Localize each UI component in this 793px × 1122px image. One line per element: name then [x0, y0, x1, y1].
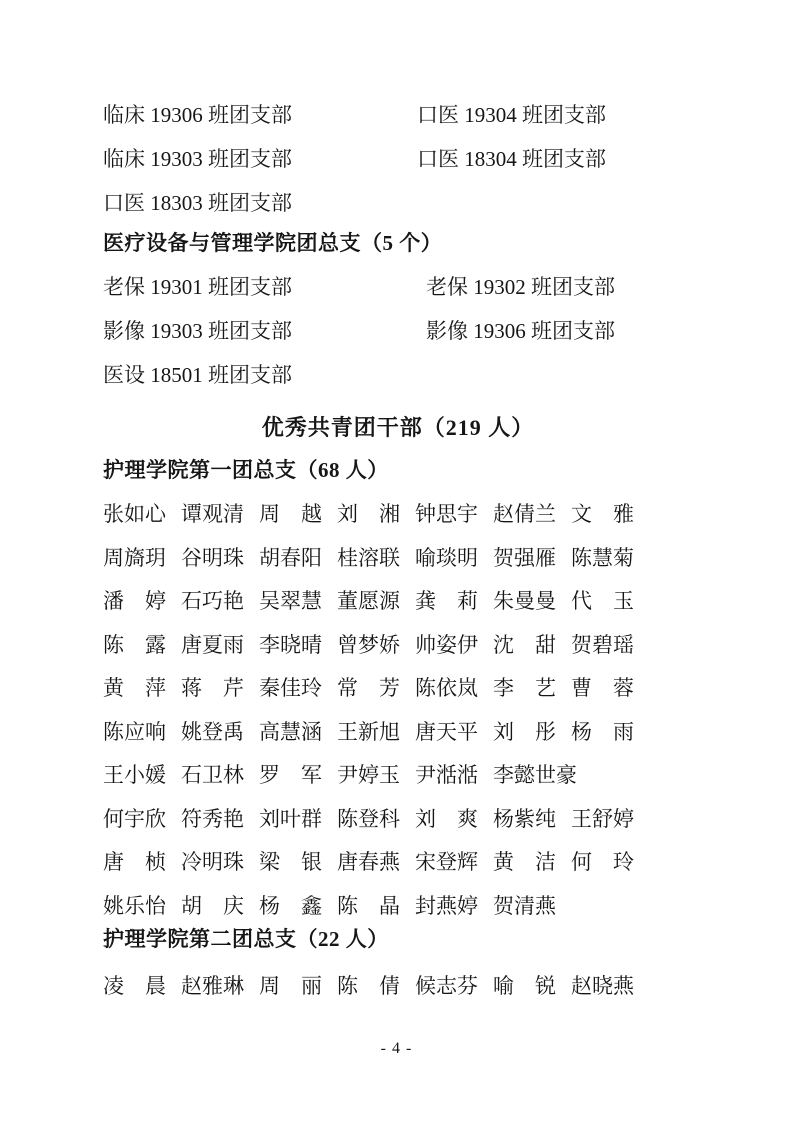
person-name: 李懿世豪 [493, 763, 577, 787]
person-name: 陈 倩 [337, 974, 400, 998]
person-name: 符秀艳 [181, 806, 244, 831]
person-name: 文 雅 [571, 502, 634, 526]
person-name: 李 艺 [493, 676, 556, 700]
name-row [103, 975, 693, 997]
name-row [103, 808, 693, 830]
person-name: 陈 晶 [337, 893, 400, 918]
person-name: 何宇欣 [103, 806, 166, 831]
branch-name: 口医 18303 班团支部 [103, 191, 292, 215]
person-name: 桂溶联 [337, 545, 400, 570]
person-name: 刘 爽 [415, 806, 478, 831]
person-name: 曾梦娇 [337, 632, 400, 657]
person-name: 陈登科 [337, 806, 400, 831]
branch-name: 老保 19302 班团支部 [426, 275, 615, 299]
person-name: 谭观清 [181, 502, 244, 526]
person-name: 黄 洁 [493, 850, 556, 874]
person-name: 唐 桢 [103, 850, 166, 874]
name-row [103, 851, 693, 873]
branch-row [103, 192, 693, 214]
name-row [103, 590, 693, 612]
branch-name: 临床 19306 班团支部 [103, 103, 292, 127]
branch-name: 影像 19306 班团支部 [426, 319, 615, 343]
page-number: - 4 - [380, 1040, 413, 1057]
name-row [103, 677, 693, 699]
person-name: 蒋 芹 [181, 676, 244, 700]
person-name: 赵倩兰 [493, 502, 556, 526]
person-name: 周旖玥 [103, 545, 166, 570]
name-row [103, 895, 693, 917]
person-name: 杨 雨 [571, 719, 634, 744]
person-name: 陈慧菊 [571, 545, 634, 570]
person-name: 曹 蓉 [571, 676, 634, 700]
branch-row [103, 320, 693, 342]
branch-row [103, 104, 693, 126]
section-heading-equipment-college: 医疗设备与管理学院团总支（5 个） [103, 231, 443, 255]
person-name: 王新旭 [337, 719, 400, 744]
name-row [103, 503, 693, 525]
person-name: 梁 银 [259, 850, 322, 874]
person-name: 贺清燕 [493, 893, 556, 918]
person-name: 帅姿伊 [415, 632, 478, 657]
person-name: 石巧艳 [181, 589, 244, 613]
person-name: 胡春阳 [259, 545, 322, 570]
person-name: 宋登辉 [415, 850, 478, 874]
person-name: 候志芬 [415, 974, 478, 998]
branch-name: 口医 18304 班团支部 [417, 147, 606, 171]
person-name: 王舒婷 [571, 806, 634, 831]
person-name: 陈依岚 [415, 676, 478, 700]
person-name: 吴翠慧 [259, 589, 322, 613]
person-name: 杨 鑫 [259, 893, 322, 918]
branch-row [103, 276, 693, 298]
name-row [103, 547, 693, 569]
branch-name: 影像 19303 班团支部 [103, 319, 292, 343]
person-name: 龚 莉 [415, 589, 478, 613]
person-name: 陈应响 [103, 719, 166, 744]
person-name: 杨紫纯 [493, 806, 556, 831]
person-name: 喻琰明 [415, 545, 478, 570]
branch-name: 口医 19304 班团支部 [417, 103, 606, 127]
branch-name: 医设 18501 班团支部 [103, 363, 292, 387]
award-title: 优秀共青团干部（219 人） [261, 415, 535, 440]
person-name: 姚登禹 [181, 719, 244, 744]
person-name: 钟思宇 [415, 502, 478, 526]
name-row [103, 764, 693, 786]
person-name: 封燕婷 [415, 893, 478, 918]
person-name: 秦佳玲 [259, 676, 322, 700]
person-name: 贺强雁 [493, 545, 556, 570]
person-name: 陈 露 [103, 632, 166, 657]
person-name: 刘 湘 [337, 502, 400, 526]
person-name: 赵雅琳 [181, 974, 244, 998]
section-heading-nursing-first: 护理学院第一团总支（68 人） [103, 458, 389, 482]
person-name: 赵晓燕 [571, 974, 634, 998]
person-name: 尹婷玉 [337, 763, 400, 787]
person-name: 谷明珠 [181, 545, 244, 570]
person-name: 朱曼曼 [493, 589, 556, 613]
branch-name: 临床 19303 班团支部 [103, 147, 292, 171]
person-name: 潘 婷 [103, 589, 166, 613]
person-name: 罗 军 [259, 763, 322, 787]
branch-row [103, 148, 693, 170]
person-name: 董愿源 [337, 589, 400, 613]
person-name: 李晓晴 [259, 632, 322, 657]
person-name: 尹湉湉 [415, 763, 478, 787]
person-name: 唐春燕 [337, 850, 400, 874]
section-heading-nursing-second: 护理学院第二团总支（22 人） [103, 927, 389, 951]
person-name: 周 丽 [259, 974, 322, 998]
branch-row [103, 364, 693, 386]
person-name: 石卫林 [181, 763, 244, 787]
person-name: 周 越 [259, 502, 322, 526]
person-name: 冷明珠 [181, 850, 244, 874]
person-name: 何 玲 [571, 850, 634, 874]
person-name: 唐天平 [415, 719, 478, 744]
person-name: 刘叶群 [259, 806, 322, 831]
name-row [103, 721, 693, 743]
person-name: 姚乐怡 [103, 893, 166, 918]
branch-name: 老保 19301 班团支部 [103, 275, 292, 299]
person-name: 高慧涵 [259, 719, 322, 744]
person-name: 王小媛 [103, 763, 166, 787]
person-name: 胡 庆 [181, 893, 244, 918]
person-name: 常 芳 [337, 676, 400, 700]
person-name: 刘 彤 [493, 719, 556, 744]
person-name: 唐夏雨 [181, 632, 244, 657]
person-name: 喻 锐 [493, 974, 556, 998]
person-name: 凌 晨 [103, 974, 166, 998]
person-name: 代 玉 [571, 589, 634, 613]
person-name: 沈 甜 [493, 632, 556, 657]
person-name: 贺碧瑶 [571, 632, 634, 657]
person-name: 黄 萍 [103, 676, 166, 700]
person-name: 张如心 [103, 502, 166, 526]
name-row [103, 634, 693, 656]
